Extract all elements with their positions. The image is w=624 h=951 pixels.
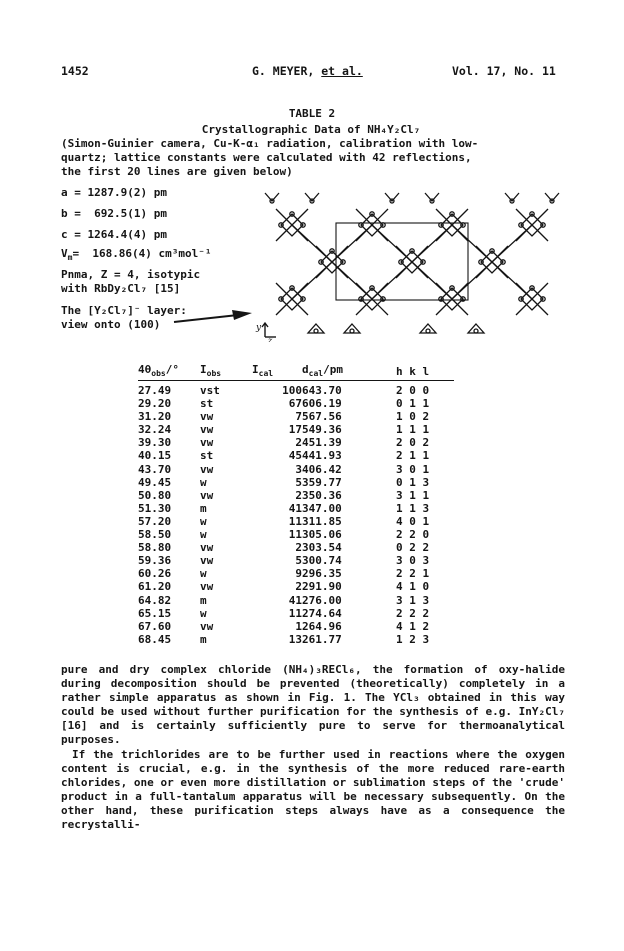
table-cell: 9 <box>295 567 302 581</box>
table-cell: 100 <box>282 384 302 397</box>
table-cell: 45 <box>288 449 302 463</box>
table-cell: 1 1 3 <box>396 501 430 515</box>
reflection-table <box>138 358 454 646</box>
isotypic-compound: with RbDy₂Cl₇ [15] <box>61 282 181 295</box>
table-row <box>138 528 454 541</box>
table-row <box>138 502 454 515</box>
axis-z-label: z <box>268 336 273 342</box>
table-row <box>138 620 454 633</box>
table-cell: 32.24 <box>138 423 172 437</box>
table-row <box>138 580 454 593</box>
col-header-ical: $I_{cal}$ <box>252 362 274 378</box>
table-cell: 58.50 <box>138 528 172 542</box>
table-row <box>138 410 454 423</box>
volume-info: Vol. 17, No. 11 <box>452 64 556 78</box>
col-header-dcal: $d_{cal}/pm$ <box>302 362 343 378</box>
table-cell: 359.77 <box>302 475 342 489</box>
table-cell: 2 <box>295 541 302 555</box>
table-cell: 2 <box>295 436 302 450</box>
lattice-b: b = 692.5(1) pm <box>61 207 167 220</box>
table-cell: vw <box>200 554 214 568</box>
table-cell: 3 1 1 <box>396 488 430 502</box>
table-cell: 305.06 <box>302 528 342 542</box>
table-cell: 451.39 <box>302 436 342 450</box>
authors-name: G. MEYER, <box>252 64 322 78</box>
running-head-authors <box>252 64 363 78</box>
table-cell: 13 <box>288 632 302 646</box>
table-row <box>138 384 454 397</box>
table-row <box>138 489 454 502</box>
table-cell: st <box>200 397 214 411</box>
authors-etal: et al. <box>321 64 363 78</box>
table-cell: vw <box>200 436 214 450</box>
table-row <box>138 607 454 620</box>
table-cell: 606.19 <box>302 397 342 411</box>
table-cell: 17 <box>288 423 302 437</box>
table-cell: 3 <box>295 462 302 476</box>
lattice-a: a = 1287.9(2) pm <box>61 186 167 199</box>
table-cell: 5 <box>295 554 302 568</box>
table-cell: 11 <box>288 514 302 528</box>
table-cell: 276.00 <box>302 593 342 607</box>
space-group: Pnma, Z = 4, isotypic <box>61 268 201 281</box>
table-cell: 2 0 0 <box>396 384 430 397</box>
table-row <box>138 449 454 462</box>
table-cell: 11 <box>288 606 302 620</box>
table-row <box>138 541 454 554</box>
table-cell: 58.80 <box>138 541 172 555</box>
table-cell: 291.90 <box>302 580 342 594</box>
table-cell: 1 <box>295 619 302 633</box>
table-cell: 68.45 <box>138 632 172 646</box>
table-cell: 2 2 2 <box>396 606 430 620</box>
crystal-structure-figure <box>252 187 560 342</box>
table-cell: 57.20 <box>138 514 172 528</box>
table-cell: vw <box>200 488 214 502</box>
table-cell: w <box>200 475 207 489</box>
table-cell: 0 1 1 <box>396 397 430 411</box>
table-cell: 0 2 2 <box>396 541 430 555</box>
table-cell: m <box>200 593 207 607</box>
table-cell: 406.42 <box>302 462 342 476</box>
body-text <box>61 663 565 832</box>
paragraph: pure and dry complex chloride (NH₄)₃RECl₆, the formation of oxy-halide during decomposition should be prevented (theoretically) completely in a rather simple apparatus as shown in Fig. 1. The YCl₃ obtained in this way could be used without further purification for the synthesis of e.g. InY₂Cl₇ [16] and is certainly sufficiently pure to serve for thermoanalytical purposes. <box>61 663 565 747</box>
table-cell: w <box>200 528 207 542</box>
table-cell: 2 <box>295 488 302 502</box>
table-row <box>138 463 454 476</box>
table-cell: 2 2 0 <box>396 528 430 542</box>
table-cell: 41 <box>288 501 302 515</box>
axis-y-label: y <box>256 323 262 333</box>
table-cell: 296.35 <box>302 567 342 581</box>
table-cell: 39.30 <box>138 436 172 450</box>
table-cell: 549.36 <box>302 423 342 437</box>
table-cell: 4 0 1 <box>396 514 430 528</box>
paragraph: If the trichlorides are to be further used in reactions where the oxygen content is crucial, e.g. in the synthesis of the more reduced rare-earth chlorides, one or even more distillation or sublimation steps of the 'crude' product in a full-tantalum apparatus will be necessary subsequently. On the other hand, these purification steps always have as a consequence the recrystalli- <box>61 747 565 832</box>
table-row <box>138 554 454 567</box>
table-cell: 347.00 <box>302 501 342 515</box>
table-cell: w <box>200 514 207 528</box>
table-cell: 29.20 <box>138 397 172 411</box>
table-cell: 51.30 <box>138 501 172 515</box>
table-cell: w <box>200 567 207 581</box>
table-cell: 300.74 <box>302 554 342 568</box>
table-cell: 2 1 1 <box>396 449 430 463</box>
table-cell: 11 <box>288 528 302 542</box>
table-cell: 1 0 2 <box>396 410 430 424</box>
vm-symbol: V <box>61 247 68 260</box>
table-cell: 3 1 3 <box>396 593 430 607</box>
pointer-arrow-icon <box>172 306 254 326</box>
table-row <box>138 633 454 646</box>
table-cell: 0 1 3 <box>396 475 430 489</box>
lattice-c: c = 1264.4(4) pm <box>61 228 167 241</box>
table-cell: w <box>200 606 207 620</box>
col-header-theta: $4\theta_{obs}/^\circ$ <box>138 362 179 378</box>
table-row <box>138 436 454 449</box>
table-cell: 2 <box>295 580 302 594</box>
layer-view: view onto (100) <box>61 318 161 331</box>
page-number: 1452 <box>61 64 89 78</box>
table-cell: 311.85 <box>302 514 342 528</box>
table-cell: 264.96 <box>302 619 342 633</box>
caption-line: (Simon-Guinier camera, Cu-K-α₁ radiation, calibration with low- <box>61 137 479 150</box>
table-cell: 7 <box>295 410 302 424</box>
table-row <box>138 515 454 528</box>
table-cell: 4 1 0 <box>396 580 430 594</box>
table-cell: 31.20 <box>138 410 172 424</box>
table-cell: 59.36 <box>138 554 172 568</box>
table-cell: 67.60 <box>138 619 172 633</box>
table-cell: 40.15 <box>138 449 172 463</box>
table-row <box>138 423 454 436</box>
table-cell: 65.15 <box>138 606 172 620</box>
table-cell: 441.93 <box>302 449 342 463</box>
table-cell: st <box>200 449 214 463</box>
table-cell: 2 2 1 <box>396 567 430 581</box>
col-header-iobs: $I_{obs}$ <box>200 362 222 378</box>
table-cell: 261.77 <box>302 632 342 646</box>
table-cell: 303.54 <box>302 541 342 555</box>
table-cell: 643.70 <box>302 384 342 397</box>
table-cell: 4 1 2 <box>396 619 430 633</box>
table-cell: vw <box>200 410 214 424</box>
table-cell: 1 2 3 <box>396 632 430 646</box>
col-header-hkl: h k l <box>396 365 430 378</box>
table-cell: 3 0 3 <box>396 554 430 568</box>
table-cell: vw <box>200 541 214 555</box>
table-cell: 5 <box>295 475 302 489</box>
table-cell: 49.45 <box>138 475 172 489</box>
table-cell: vw <box>200 423 214 437</box>
table-cell: 50.80 <box>138 488 172 502</box>
table-caption <box>61 123 561 179</box>
table-row <box>138 476 454 489</box>
table-cell: 3 0 1 <box>396 462 430 476</box>
table-cell: vw <box>200 462 214 476</box>
table-cell: 64.82 <box>138 593 172 607</box>
table-cell: 67 <box>288 397 302 411</box>
table-cell: 350.36 <box>302 488 342 502</box>
table-row <box>138 594 454 607</box>
table-cell: 60.26 <box>138 567 172 581</box>
table-cell: m <box>200 501 207 515</box>
molar-volume <box>61 247 212 265</box>
caption-title: Crystallographic Data of NH₄Y₂Cl₇ <box>201 123 421 136</box>
caption-line: the first 20 lines are given below) <box>61 165 293 178</box>
caption-line: quartz; lattice constants were calculated with 42 reflections, <box>61 151 472 164</box>
table-cell: vw <box>200 619 214 633</box>
table-label: TABLE 2 <box>288 107 336 120</box>
axis-icon <box>262 323 276 337</box>
table-cell: 1 1 1 <box>396 423 430 437</box>
vm-subscript: m <box>67 253 73 263</box>
layer-label: The [Y₂Cl₇]⁻ layer: <box>61 304 187 317</box>
vm-value: = 168.86(4) cm³mol⁻¹ <box>72 247 212 260</box>
table-cell: vst <box>200 384 220 397</box>
table-cell: 274.64 <box>302 606 342 620</box>
table-cell: m <box>200 632 207 646</box>
table-cell: 61.20 <box>138 580 172 594</box>
table-row <box>138 567 454 580</box>
table-cell: 27.49 <box>138 384 172 397</box>
table-cell: 567.56 <box>302 410 342 424</box>
table-cell: vw <box>200 580 214 594</box>
table-cell: 41 <box>288 593 302 607</box>
table-cell: 43.70 <box>138 462 172 476</box>
table-cell: 2 0 2 <box>396 436 430 450</box>
table-row <box>138 397 454 410</box>
